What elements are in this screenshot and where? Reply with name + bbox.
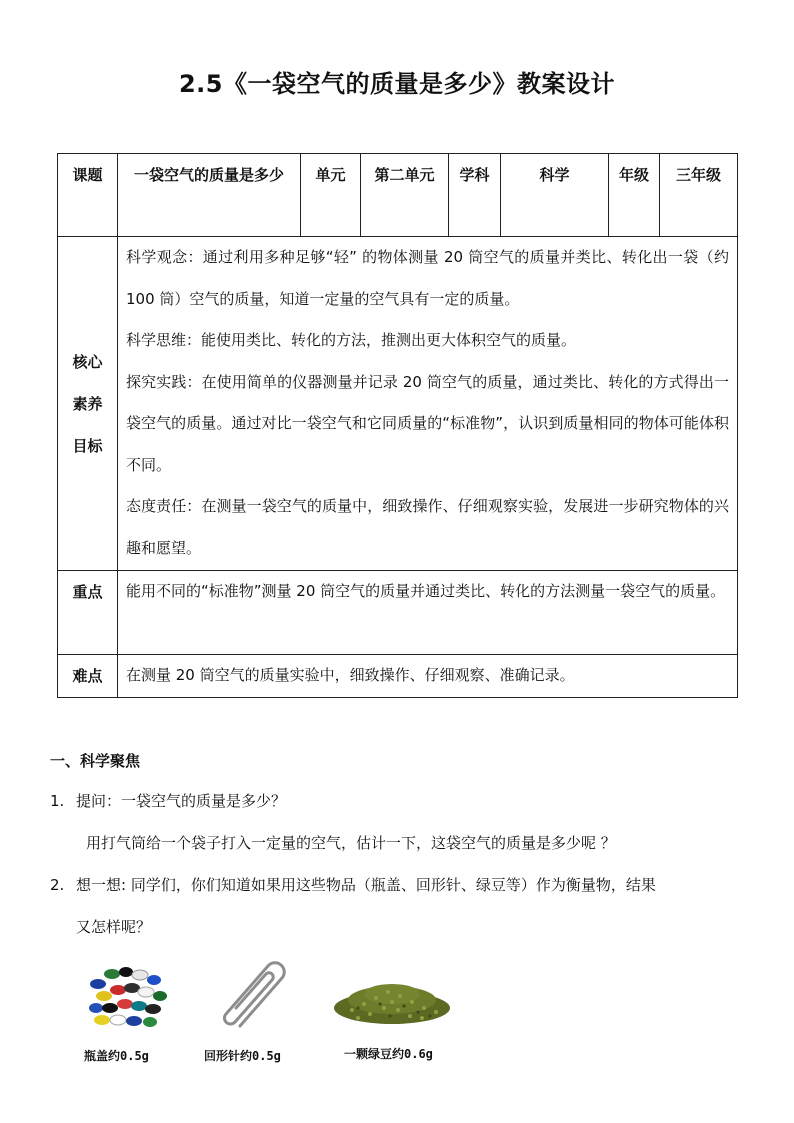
subject-label: 学科 — [449, 154, 501, 237]
question-1 — [50, 780, 286, 822]
core-label-line-1: 核心 — [72, 352, 103, 371]
difficulty-label: 难点 — [58, 655, 118, 698]
core-goals-content — [118, 237, 738, 571]
core-label-line-3: 目标 — [72, 436, 103, 455]
core-goal-thinking: 科学思维：能使用类比、转化的方法，推测出更大体积空气的质量。 — [126, 331, 577, 349]
key-point-text: 能用不同的“标准物”测量 20 筒空气的质量并通过类比、转化的方法测量一袋空气的质量。 — [118, 571, 738, 655]
subject-value: 科学 — [501, 154, 609, 237]
key-point-label: 重点 — [58, 571, 118, 655]
paper-clip-image — [218, 958, 294, 1034]
question-1-number: 1. — [50, 792, 65, 810]
page-title: 2.5《一袋空气的质量是多少》教案设计 — [178, 70, 615, 98]
unit-label: 单元 — [301, 154, 361, 237]
question-1-detail: 用打气筒给一个袋子打入一定量的空气，估计一下，这袋空气的质量是多少呢 ？ — [86, 834, 616, 852]
grade-label: 年级 — [609, 154, 660, 237]
question-2 — [50, 864, 740, 906]
question-2-continued: 又怎样呢？ — [76, 918, 152, 936]
bottle-caps-caption: 瓶盖约0.5g — [84, 1049, 149, 1063]
section-heading: 一、科学聚焦 — [50, 752, 141, 770]
core-goal-practice: 探究实践：在使用简单的仪器测量并记录 20 筒空气的质量，通过类比、转化的方式得出一袋空气的质量。通过对比一袋空气和它同质量的“标准物”，认识到质量相同的物体可能体积不同。 — [126, 372, 729, 474]
bottle-caps-image — [88, 964, 170, 1030]
core-goal-attitude: 态度责任：在测量一袋空气的质量中，细致操作、仔细观察实验，发展进一步研究物体的兴趣和愿望。 — [126, 497, 729, 557]
lesson-plan-table — [57, 153, 738, 698]
unit-value: 第二单元 — [361, 154, 449, 237]
core-goals-label — [58, 237, 118, 571]
grade-value: 三年级 — [660, 154, 738, 237]
mung-beans-image — [332, 980, 452, 1028]
topic-value: 一袋空气的质量是多少 — [118, 154, 301, 237]
question-2-number: 2. — [50, 876, 65, 894]
core-goal-concept: 科学观念：通过利用多种足够“轻” 的物体测量 20 筒空气的质量并类比、转化出一袋（约 100 筒）空气的质量，知道一定量的空气具有一定的质量。 — [126, 248, 729, 308]
topic-label: 课题 — [58, 154, 118, 237]
question-2-text: 想一想: 同学们，你们知道如果用这些物品（瓶盖、回形针、绿豆等）作为衡量物，结果 — [76, 876, 656, 894]
core-label-line-2: 素养 — [72, 394, 103, 413]
paper-clip-caption: 回形针约0.5g — [204, 1049, 281, 1063]
mung-bean-caption: 一颗绿豆约0.6g — [344, 1047, 433, 1061]
difficulty-text: 在测量 20 筒空气的质量实验中，细致操作、仔细观察、准确记录。 — [118, 655, 738, 698]
question-1-text: 提问：一袋空气的质量是多少？ — [76, 792, 287, 810]
